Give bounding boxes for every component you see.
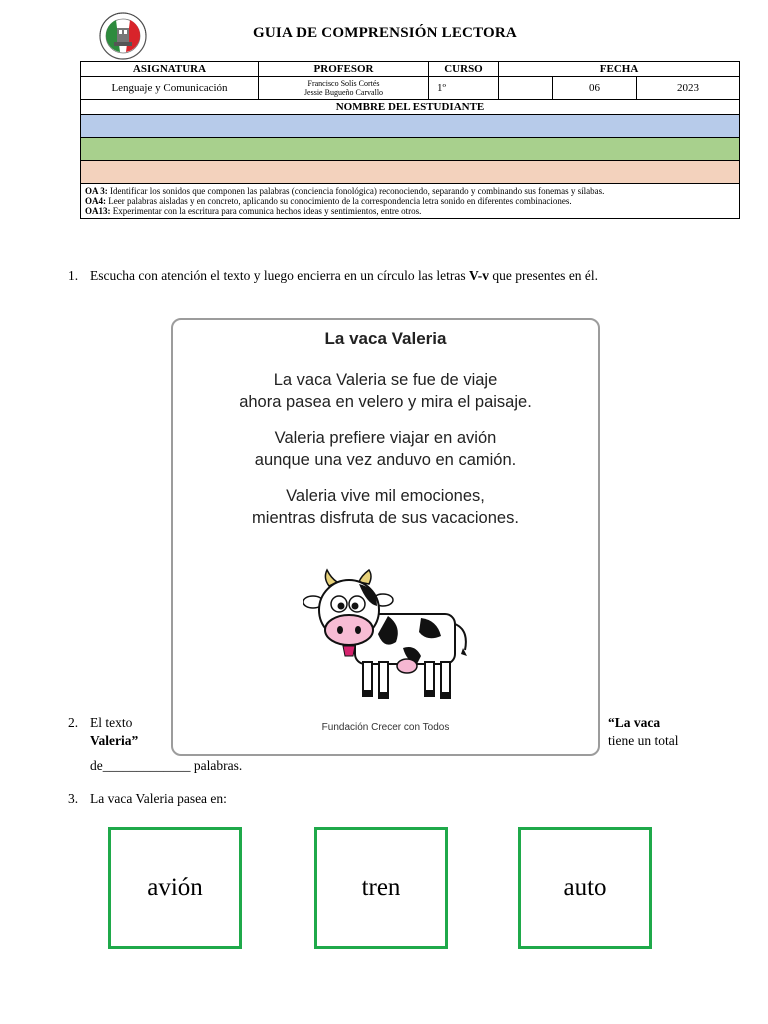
fecha-day-value [499, 77, 553, 100]
question-2-title-part-a: “La vaca [608, 715, 661, 730]
fecha-month-value: 06 [553, 77, 637, 100]
objective-oa4: OA4: Leer palabras aisladas y en concreto, aplicando su conocimiento de la correspondencia letra sonido en diferentes combinaciones. [85, 196, 572, 206]
story-verse-3: Valeria vive mil emociones, mientras disfruta de sus vacaciones. [252, 487, 519, 527]
question-2-text-b: tiene un total [608, 733, 679, 748]
header-curso: CURSO [429, 62, 499, 77]
student-name-field-peach[interactable] [81, 161, 740, 184]
story-title: La vaca Valeria [324, 329, 447, 348]
question-2-title-part-b: Valeria” [90, 733, 139, 748]
option-avion[interactable]: avión [108, 827, 242, 949]
story-card [171, 318, 600, 756]
story-verse-2: Valeria prefiere viajar en avión aunque una vez anduvo en camión. [254, 429, 517, 469]
objective-oa13: OA13: Experimentar con la escritura para comunica hechos ideas y sentimientos, entre otros. [85, 206, 422, 216]
header-fecha: FECHA [499, 62, 740, 77]
page-title: GUIA DE COMPRENSIÓN LECTORA [253, 25, 517, 41]
question-1-letters: V-v [468, 268, 489, 283]
profesor-name-1: Francisco Solís Cortés [307, 79, 380, 88]
question-2-blank[interactable]: de_____________ palabras. [90, 758, 243, 773]
profesor-value [259, 77, 429, 100]
header-asignatura: ASIGNATURA [81, 62, 259, 77]
curso-value: 1º [429, 77, 499, 100]
question-3: 3. La vaca Valeria pasea en: [68, 791, 227, 806]
asignatura-value: Lenguaje y Comunicación [81, 77, 259, 100]
profesor-name-2: Jessie Bugueño Carvallo [303, 88, 384, 97]
option-auto[interactable]: auto [518, 827, 652, 949]
student-name-field-blue[interactable] [81, 115, 740, 138]
fecha-year-value: 2023 [637, 77, 740, 100]
story-verse-1: La vaca Valeria se fue de viaje ahora pasea en velero y mira el paisaje. [239, 371, 532, 411]
option-tren[interactable]: tren [314, 827, 448, 949]
objectives-cell [81, 184, 740, 219]
cow-illustration [303, 568, 473, 708]
question-1: 1. Escucha con atención el texto y luego encierra en un círculo las letras V-v que presentes en él. [68, 268, 599, 283]
student-name-field-green[interactable] [81, 138, 740, 161]
header-profesor: PROFESOR [259, 62, 429, 77]
question-2-start: 2. El texto [68, 715, 133, 730]
objective-oa3: OA 3: Identificar los sonidos que componen las palabras (conciencia fonológica) reconociendo, separando y combinando sus fonemas y sílabas. [85, 186, 605, 196]
nombre-estudiante-label: NOMBRE DEL ESTUDIANTE [81, 100, 740, 115]
info-table [80, 61, 740, 219]
school-logo [94, 12, 152, 60]
story-credit: Fundación Crecer con Todos [321, 722, 450, 733]
